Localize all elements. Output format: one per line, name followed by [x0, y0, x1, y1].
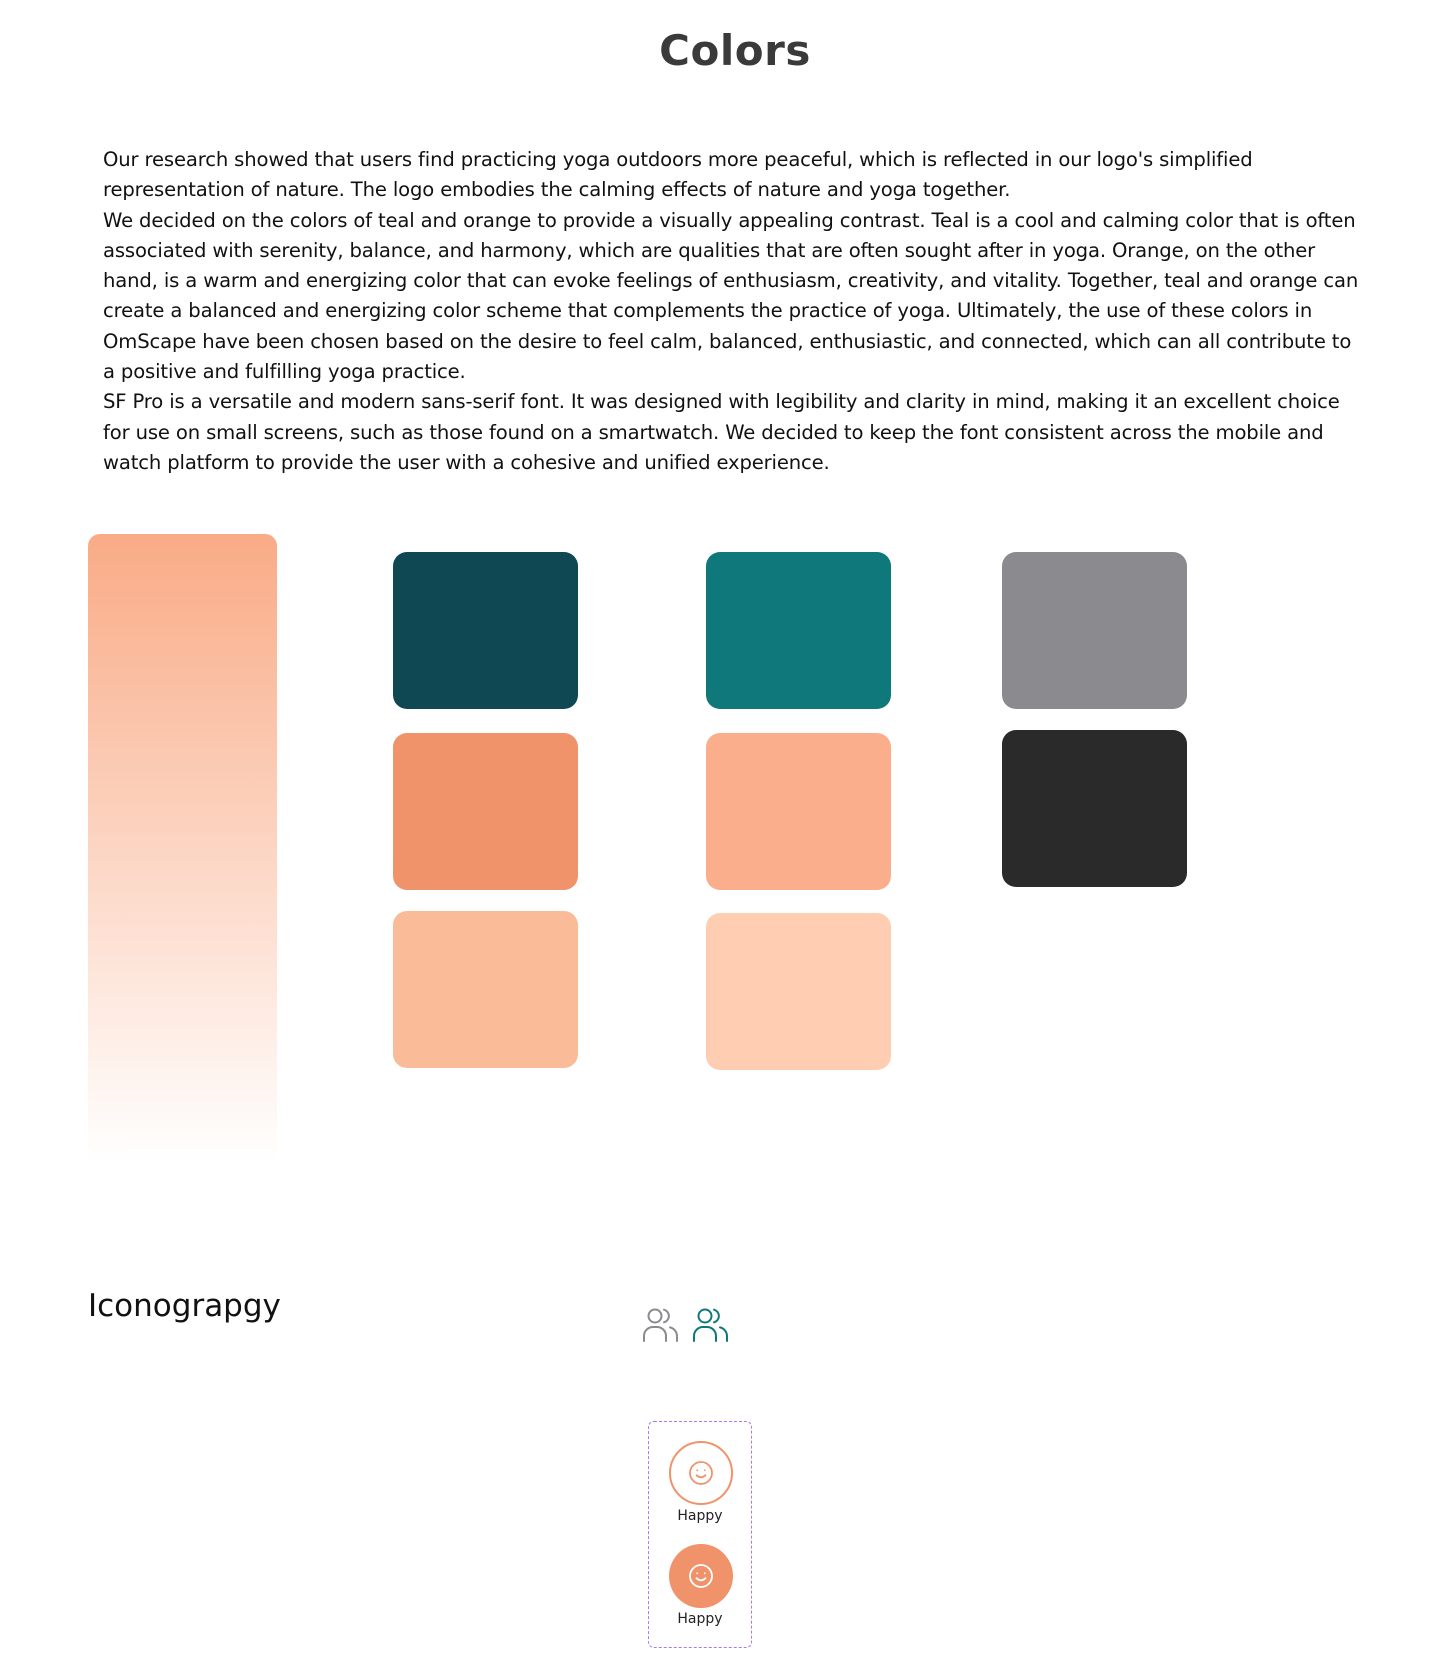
description-text: [103, 145, 1363, 478]
description-paragraph-colors: We decided on the colors of teal and orange to provide a visually appealing contrast. Teal is a cool and calming color that is often associated with serenity, balance, and harmony, which are qualities that are often sought after in yoga. Orange, on the other hand, is a warm and energizing color that can evoke feelings of enthusiasm, creativity, and vitality. Together, teal and orange can create a balanced and energizing color scheme that complements the practice of yoga. Ultimately, the use of these colors in OmScape have been chosen based on the desire to feel calm, balanced, enthusiastic, and connected, which can all contribute to a positive and fulfilling yoga practice.: [103, 208, 1359, 384]
gradient-swatch: [88, 534, 277, 1162]
smiley-icon: [687, 1459, 715, 1487]
swatch-peach: [393, 911, 578, 1068]
mood-button-group: [648, 1421, 752, 1648]
description-paragraph-font: SF Pro is a versatile and modern sans-serif font. It was designed with legibility and clarity in mind, making it an excellent choice for use on small screens, such as those found on a smartwatch. We decided to keep the font consistent across the mobile and watch platform to provide the user with a cohesive and unified experience.: [103, 390, 1340, 474]
swatch-teal: [706, 552, 891, 709]
mood-happy-button-filled[interactable]: [669, 1544, 733, 1608]
mood-label: Happy: [677, 1508, 723, 1524]
mood-label: Happy: [677, 1611, 723, 1627]
swatch-charcoal: [1002, 730, 1187, 887]
swatch-light-peach: [706, 913, 891, 1070]
swatch-orange: [393, 733, 578, 890]
smiley-icon: [687, 1562, 715, 1590]
mood-happy-button-outline[interactable]: [669, 1441, 733, 1505]
description-paragraph-logo: Our research showed that users find practicing yoga outdoors more peaceful, which is reflected in our logo's simplified representation of nature. The logo embodies the calming effects of nature and yoga together.: [103, 148, 1253, 202]
users-icon: [642, 1305, 680, 1343]
page-title: Colors: [659, 26, 811, 75]
swatch-light-orange: [706, 733, 891, 890]
swatch-dark-teal: [393, 552, 578, 709]
users-icon: [692, 1305, 730, 1343]
iconography-title: Iconograpgy: [88, 1288, 281, 1324]
swatch-gray: [1002, 552, 1187, 709]
